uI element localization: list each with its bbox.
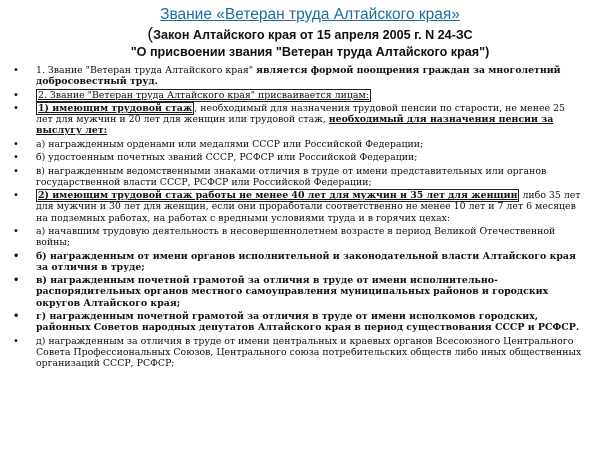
list-item: • а) начавшим трудовую деятельность в несовершеннолетнем возрасте в период Великой Отечественной войны; xyxy=(36,226,584,248)
list-item: • 2) имеющим трудовой стаж работы не менее 40 лет для мужчин и 35 лет для женщин либо 35 лет для мужчин и 30 лет для женщин, если они проработали соответственно не менее 10 лет и 7 лет 6 месяцев на подземных работах, на работах с вредными условиями труда и в горячих цехах: xyxy=(36,190,584,224)
list-item: • б) удостоенным почетных званий СССР, РСФСР или Российской Федерации; xyxy=(36,152,584,163)
list-item: • б) награжденным от имени органов исполнительной и законодательной власти Алтайского края за отличия в труде; xyxy=(36,251,584,273)
law-open-paren: ( xyxy=(147,24,154,43)
list-item: • а) награжденным орденами или медалями СССР или Российской Федерации; xyxy=(36,139,584,150)
list-item: • в) награжденным почетной грамотой за отличия в труде от имени исполнительно-распорядительных органов местного самоуправления муниципальных районов и городских округов Алтайского края; xyxy=(36,275,584,309)
list-item: • 1) имеющим трудовой стаж , необходимый для назначения трудовой пенсии по старости, не менее 25 лет для мужчин и 20 лет для женщин или трудовой стаж, необходимый для назначения пенсии за выслугу лет: xyxy=(36,103,584,137)
law-reference xyxy=(36,25,584,44)
list-item: • в) награжденным ведомственными знаками отличия в труде от имени представительных или органов государственной власти СССР, РСФСР или Российской Федерации; xyxy=(36,166,584,188)
list-item: • д) награжденным за отличия в труде от имени центральных и краевых органов Всесоюзного Центрального Совета Профессиональных Союзов, Центрального союза потребительских обществ либо иных общественных организаций СССР, РСФСР; xyxy=(36,336,584,370)
law-name-text: "О присвоении звания "Ветеран труда Алтайского края" xyxy=(130,45,486,59)
list-item: • 1. Звание "Ветеран труда Алтайского края" является формой поощрения граждан за многолетний добросовестный труд. xyxy=(36,65,584,87)
list-item: • 2. Звание "Ветеран труда Алтайского края" присваивается лицам: xyxy=(36,90,584,101)
law-close-paren: ) xyxy=(485,45,490,59)
slide-title: Звание «Ветеран труда Алтайского края» xyxy=(160,6,460,23)
list-item: • г) награжденным почетной грамотой за отличия в труде от имени исполкомов городских, районных Советов народных депутатов Алтайского края в период существования СССР и РСФСР. xyxy=(36,311,584,333)
law-name xyxy=(36,44,584,60)
law-line: Закон Алтайского края от 15 апреля 2005 г. N 24-ЗС xyxy=(153,28,473,42)
provisions-list xyxy=(36,65,584,369)
